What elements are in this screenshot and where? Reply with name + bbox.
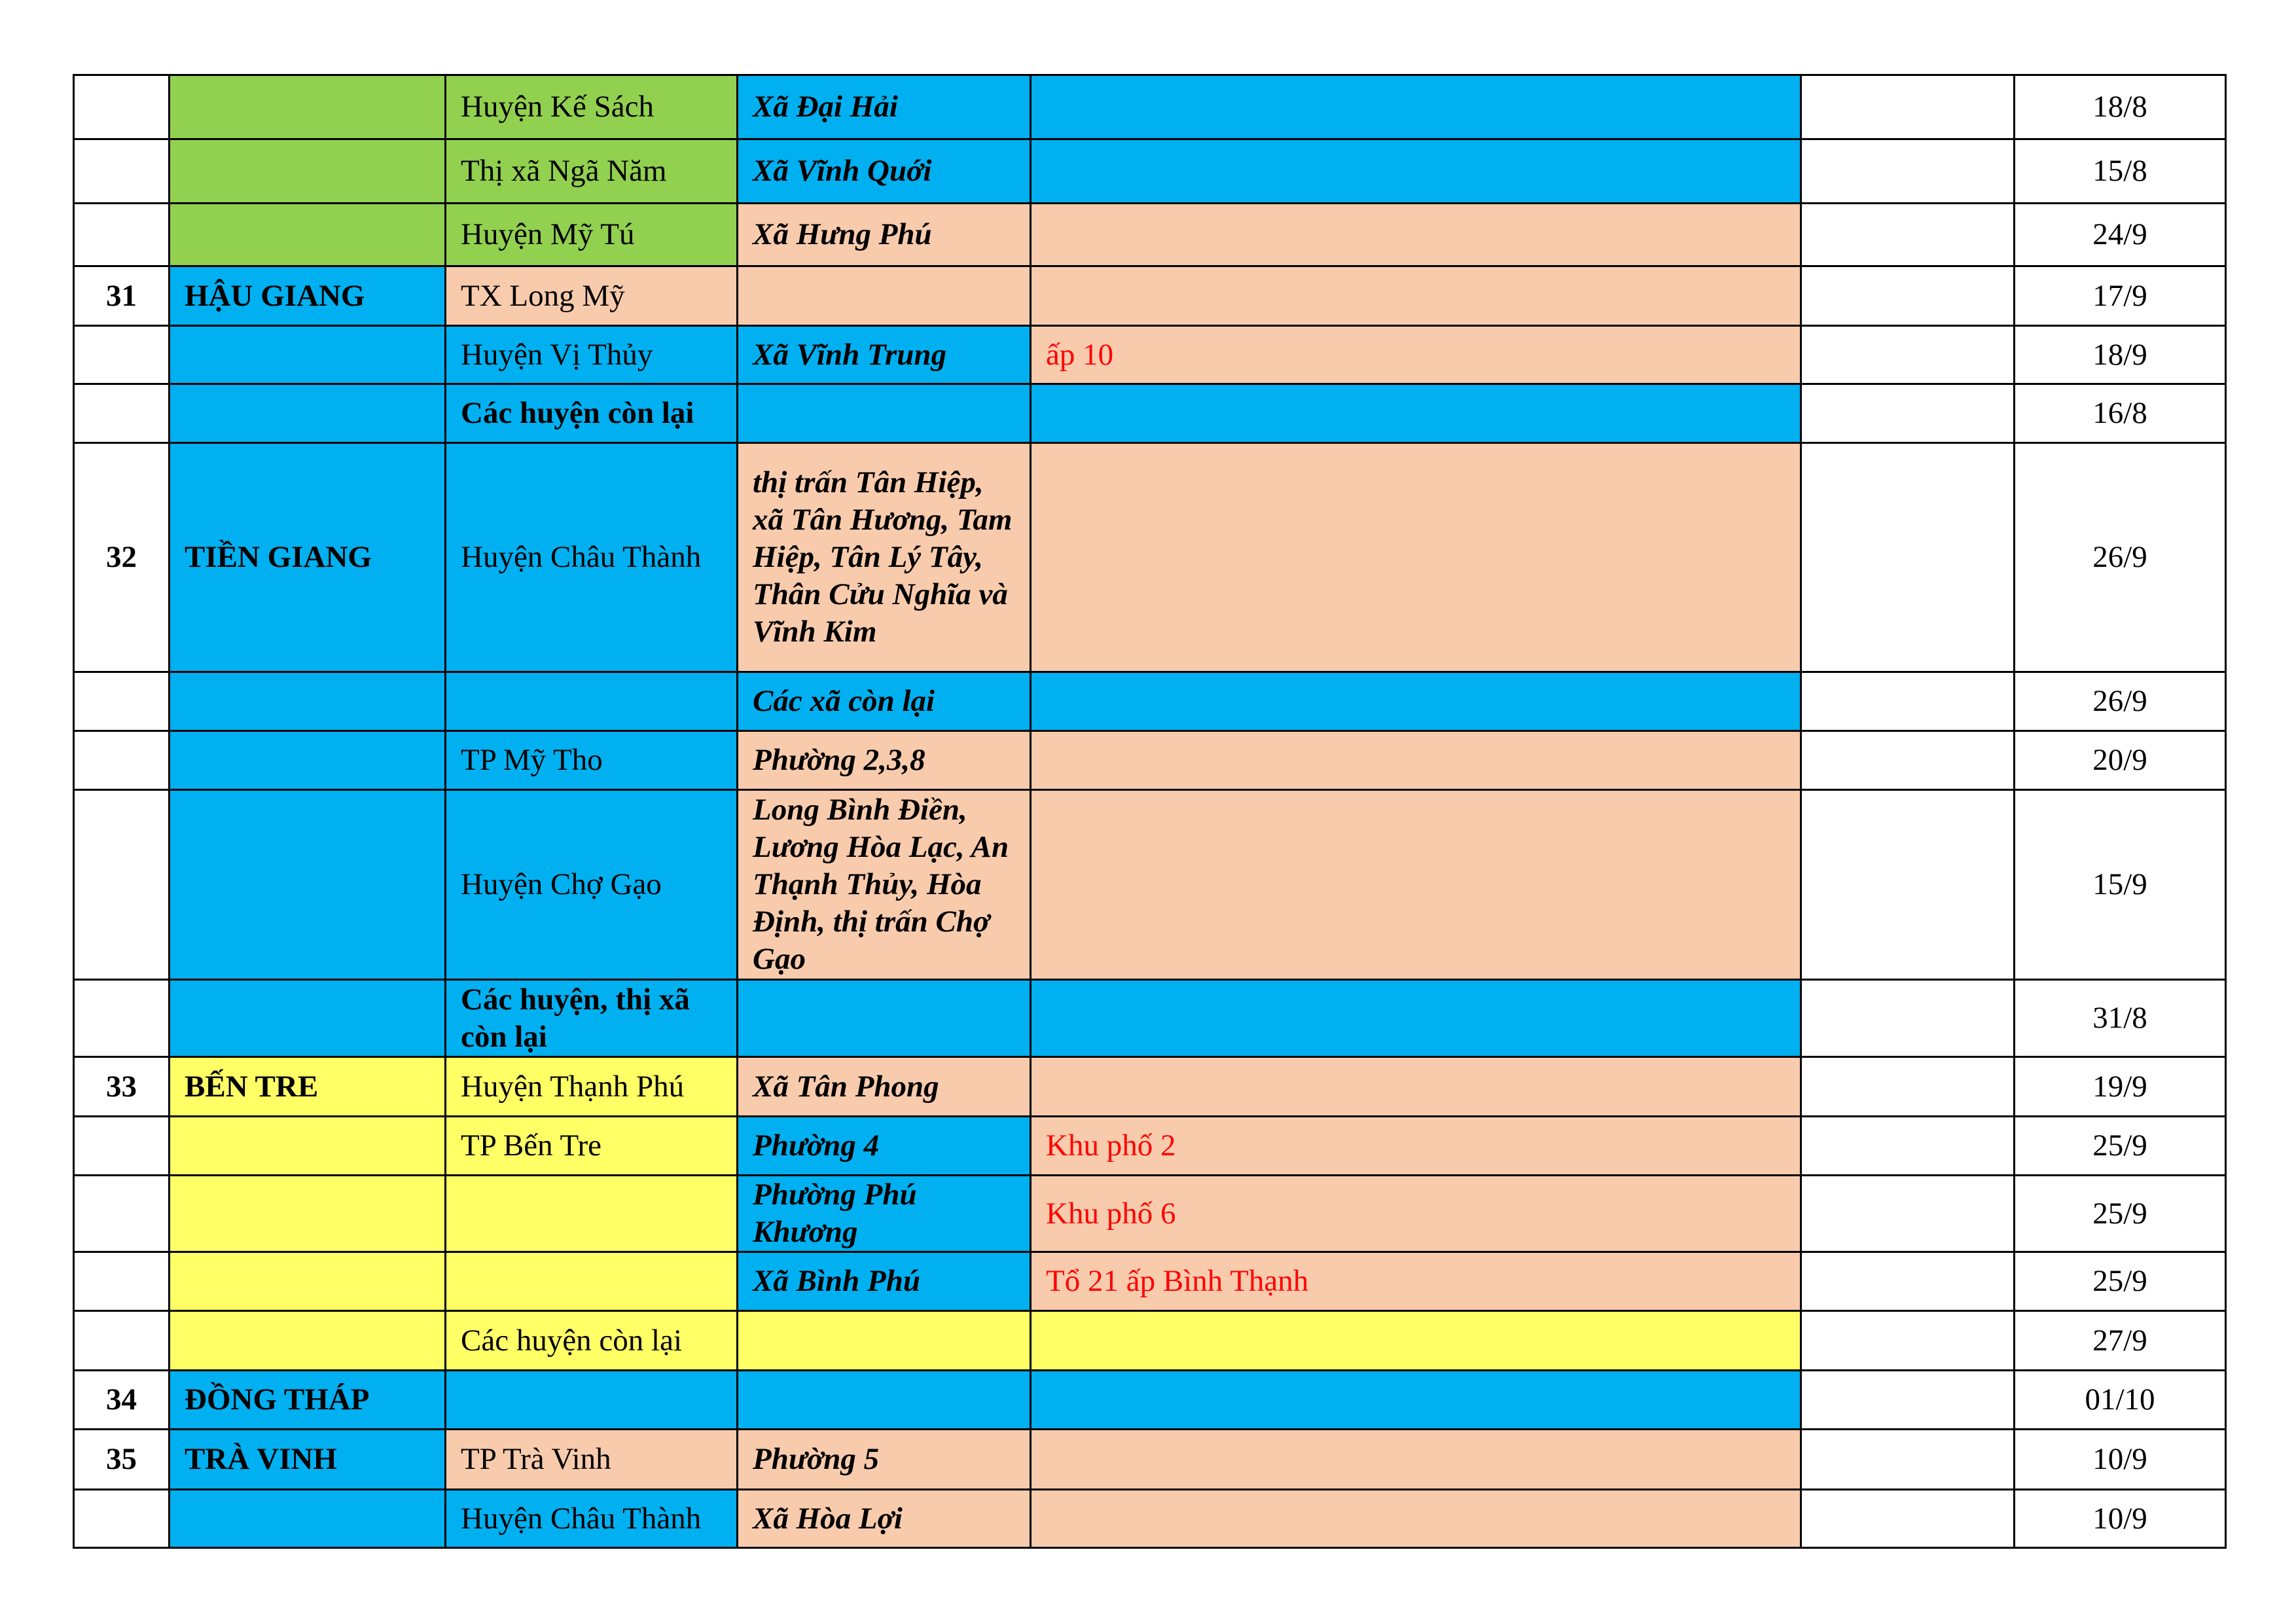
- district-cell: Các huyện còn lại: [446, 384, 738, 443]
- province-cell: [170, 1252, 446, 1311]
- hamlet-cell: [1031, 980, 1801, 1057]
- district-cell: Huyện Kế Sách: [446, 75, 738, 139]
- blank-cell: [1801, 443, 2015, 672]
- ward-cell: Xã Bình Phú: [738, 1252, 1031, 1311]
- district-cell: Huyện Châu Thành: [446, 1490, 738, 1548]
- stt-cell: [74, 75, 170, 139]
- ward-cell: Phường 5: [738, 1430, 1031, 1490]
- table-row: [74, 1176, 2226, 1252]
- district-cell: [446, 1371, 738, 1430]
- hamlet-cell: [1031, 75, 1801, 139]
- table-row: [74, 1057, 2226, 1117]
- province-cell: TRÀ VINH: [170, 1430, 446, 1490]
- province-cell: [170, 1490, 446, 1548]
- stt-cell: [74, 790, 170, 980]
- ward-cell: Phường 4: [738, 1117, 1031, 1176]
- district-cell: TP Trà Vinh: [446, 1430, 738, 1490]
- hamlet-cell: [1031, 731, 1801, 790]
- blank-cell: [1801, 1490, 2015, 1548]
- stt-cell: 31: [74, 266, 170, 326]
- ward-cell: [738, 1311, 1031, 1371]
- blank-cell: [1801, 75, 2015, 139]
- table-row: [74, 1117, 2226, 1176]
- table-row: [74, 1252, 2226, 1311]
- ward-cell: Phường Phú Khương: [738, 1176, 1031, 1252]
- date-cell: 31/8: [2015, 980, 2226, 1057]
- blank-cell: [1801, 1252, 2015, 1311]
- date-cell: 25/9: [2015, 1117, 2226, 1176]
- blank-cell: [1801, 1371, 2015, 1430]
- stt-cell: [74, 980, 170, 1057]
- province-cell: ĐỒNG THÁP: [170, 1371, 446, 1430]
- blank-cell: [1801, 1430, 2015, 1490]
- table-row: [74, 204, 2226, 266]
- blank-cell: [1801, 204, 2015, 266]
- blank-cell: [1801, 790, 2015, 980]
- blank-cell: [1801, 139, 2015, 204]
- date-cell: 19/9: [2015, 1057, 2226, 1117]
- district-cell: TP Bến Tre: [446, 1117, 738, 1176]
- ward-cell: [738, 1371, 1031, 1430]
- district-cell: Các huyện còn lại: [446, 1311, 738, 1371]
- ward-cell: Xã Vĩnh Quới: [738, 139, 1031, 204]
- stt-cell: [74, 326, 170, 384]
- province-cell: [170, 204, 446, 266]
- hamlet-cell: [1031, 384, 1801, 443]
- stt-cell: [74, 672, 170, 731]
- province-cell: [170, 980, 446, 1057]
- table-body: [74, 75, 2226, 1548]
- province-cell: [170, 1117, 446, 1176]
- ward-cell: [738, 384, 1031, 443]
- ward-cell: Xã Hòa Lợi: [738, 1490, 1031, 1548]
- table-row: [74, 75, 2226, 139]
- hamlet-cell: [1031, 1430, 1801, 1490]
- province-cell: [170, 139, 446, 204]
- date-cell: 10/9: [2015, 1430, 2226, 1490]
- stt-cell: [74, 139, 170, 204]
- date-cell: 15/8: [2015, 139, 2226, 204]
- district-cell: Huyện Châu Thành: [446, 443, 738, 672]
- date-cell: 10/9: [2015, 1490, 2226, 1548]
- stt-cell: 35: [74, 1430, 170, 1490]
- hamlet-cell: [1031, 672, 1801, 731]
- ward-cell: Xã Vĩnh Trung: [738, 326, 1031, 384]
- date-cell: 27/9: [2015, 1311, 2226, 1371]
- table-row: [74, 266, 2226, 326]
- hamlet-cell: [1031, 1490, 1801, 1548]
- province-cell: HẬU GIANG: [170, 266, 446, 326]
- date-cell: 20/9: [2015, 731, 2226, 790]
- district-cell: Các huyện, thị xã còn lại: [446, 980, 738, 1057]
- hamlet-cell: [1031, 204, 1801, 266]
- hamlet-cell: [1031, 1311, 1801, 1371]
- district-cell: Huyện Chợ Gạo: [446, 790, 738, 980]
- province-cell: [170, 672, 446, 731]
- blank-cell: [1801, 1311, 2015, 1371]
- stt-cell: [74, 384, 170, 443]
- blank-cell: [1801, 384, 2015, 443]
- hamlet-cell: Khu phố 6: [1031, 1176, 1801, 1252]
- date-cell: 25/9: [2015, 1252, 2226, 1311]
- blank-cell: [1801, 980, 2015, 1057]
- blank-cell: [1801, 266, 2015, 326]
- table-row: [74, 1430, 2226, 1490]
- province-cell: TIỀN GIANG: [170, 443, 446, 672]
- blank-cell: [1801, 1057, 2015, 1117]
- province-cell: BẾN TRE: [170, 1057, 446, 1117]
- district-cell: Huyện Thạnh Phú: [446, 1057, 738, 1117]
- stt-cell: [74, 1252, 170, 1311]
- stt-cell: [74, 1117, 170, 1176]
- date-cell: 18/8: [2015, 75, 2226, 139]
- table-row: [74, 1311, 2226, 1371]
- province-cell: [170, 75, 446, 139]
- date-cell: 24/9: [2015, 204, 2226, 266]
- ward-cell: Xã Tân Phong: [738, 1057, 1031, 1117]
- date-cell: 17/9: [2015, 266, 2226, 326]
- hamlet-cell: [1031, 139, 1801, 204]
- hamlet-cell: [1031, 790, 1801, 980]
- district-cell: [446, 672, 738, 731]
- table-row: [74, 384, 2226, 443]
- district-cell: [446, 1252, 738, 1311]
- district-cell: TP Mỹ Tho: [446, 731, 738, 790]
- hamlet-cell: ấp 10: [1031, 326, 1801, 384]
- stt-cell: 34: [74, 1371, 170, 1430]
- table-row: [74, 790, 2226, 980]
- province-cell: [170, 790, 446, 980]
- hamlet-cell: [1031, 1057, 1801, 1117]
- ward-cell: Xã Hưng Phú: [738, 204, 1031, 266]
- province-cell: [170, 731, 446, 790]
- province-cell: [170, 1311, 446, 1371]
- table-row: [74, 326, 2226, 384]
- table-row: [74, 443, 2226, 672]
- blank-cell: [1801, 1176, 2015, 1252]
- stt-cell: [74, 204, 170, 266]
- ward-cell: Long Bình Điền, Lương Hòa Lạc, An Thạnh Thủy, Hòa Định, thị trấn Chợ Gạo: [738, 790, 1031, 980]
- stt-cell: [74, 731, 170, 790]
- table-row: [74, 672, 2226, 731]
- table-row: [74, 980, 2226, 1057]
- table-row: [74, 1371, 2226, 1430]
- date-cell: 15/9: [2015, 790, 2226, 980]
- hamlet-cell: [1031, 443, 1801, 672]
- hamlet-cell: [1031, 1371, 1801, 1430]
- hamlet-cell: [1031, 266, 1801, 326]
- ward-cell: thị trấn Tân Hiệp, xã Tân Hương, Tam Hiệp, Tân Lý Tây, Thân Cửu Nghĩa và Vĩnh Kim: [738, 443, 1031, 672]
- ward-cell: [738, 266, 1031, 326]
- blank-cell: [1801, 731, 2015, 790]
- ward-cell: Phường 2,3,8: [738, 731, 1031, 790]
- stt-cell: 33: [74, 1057, 170, 1117]
- schedule-table: [73, 74, 2227, 1549]
- blank-cell: [1801, 672, 2015, 731]
- table-row: [74, 731, 2226, 790]
- table-row: [74, 1490, 2226, 1548]
- blank-cell: [1801, 1117, 2015, 1176]
- ward-cell: [738, 980, 1031, 1057]
- date-cell: 01/10: [2015, 1371, 2226, 1430]
- district-cell: [446, 1176, 738, 1252]
- district-cell: Huyện Mỹ Tú: [446, 204, 738, 266]
- table-row: [74, 139, 2226, 204]
- stt-cell: [74, 1490, 170, 1548]
- district-cell: Thị xã Ngã Năm: [446, 139, 738, 204]
- hamlet-cell: Tổ 21 ấp Bình Thạnh: [1031, 1252, 1801, 1311]
- date-cell: 18/9: [2015, 326, 2226, 384]
- province-cell: [170, 1176, 446, 1252]
- stt-cell: 32: [74, 443, 170, 672]
- date-cell: 16/8: [2015, 384, 2226, 443]
- stt-cell: [74, 1311, 170, 1371]
- blank-cell: [1801, 326, 2015, 384]
- date-cell: 26/9: [2015, 672, 2226, 731]
- hamlet-cell: Khu phố 2: [1031, 1117, 1801, 1176]
- district-cell: TX Long Mỹ: [446, 266, 738, 326]
- stt-cell: [74, 1176, 170, 1252]
- date-cell: 25/9: [2015, 1176, 2226, 1252]
- province-cell: [170, 384, 446, 443]
- ward-cell: Xã Đại Hải: [738, 75, 1031, 139]
- province-cell: [170, 326, 446, 384]
- ward-cell: Các xã còn lại: [738, 672, 1031, 731]
- date-cell: 26/9: [2015, 443, 2226, 672]
- district-cell: Huyện Vị Thủy: [446, 326, 738, 384]
